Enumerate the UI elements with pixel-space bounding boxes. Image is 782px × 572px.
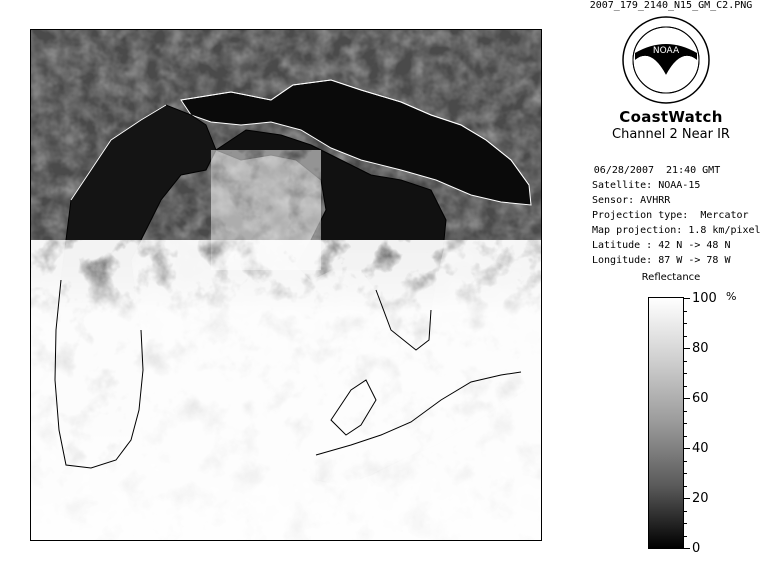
colorbar-minor-tick [684,361,687,362]
satellite-label: Satellite: NOAA-15 [592,180,701,191]
colorbar-minor-tick [684,411,687,412]
colorbar-minor-tick [684,436,687,437]
colorbar-minor-tick [684,473,687,474]
colorbar-tick-label: 0 [692,541,701,556]
colorbar-minor-tick [684,336,687,337]
colorbar-major-tick [684,348,690,349]
colorbar-major-tick [684,398,690,399]
legend-unit: % [726,290,737,303]
brand-title: CoastWatch [619,108,723,126]
colorbar-minor-tick [684,373,687,374]
colorbar-minor-tick [684,511,687,512]
colorbar-minor-tick [684,423,687,424]
colorbar-tick-label: 60 [692,391,709,406]
colorbar-major-tick [684,548,690,549]
colorbar-tick-label: 80 [692,341,709,356]
latitude-label: Latitude : 42 N -> 48 N [592,240,731,251]
colorbar-tick-label: 40 [692,441,709,456]
metadata-block [592,163,761,268]
image-filename: 2007_179_2140_N15_GM_C2.PNG [589,0,753,11]
colorbar-minor-tick [684,536,687,537]
legend-title: Reflectance [641,272,701,283]
colorbar-tick-label: 100 [692,291,717,306]
noaa-emblem-icon [621,15,711,105]
projection-type-label: Projection type: Mercator [592,210,749,221]
colorbar-minor-tick [684,323,687,324]
reflectance-colorbar [648,297,684,549]
info-panel [560,0,782,572]
colorbar-tick-label: 20 [692,491,709,506]
channel-label: Channel 2 Near IR [612,127,730,142]
acquisition-datetime: 06/28/2007 21:40 GMT [593,165,721,176]
longitude-label: Longitude: 87 W -> 78 W [592,255,731,266]
colorbar-minor-tick [684,461,687,462]
colorbar-major-tick [684,448,690,449]
map-projection-label: Map projection: 1.8 km/pixel [592,225,761,236]
logo-text: NOAA [652,46,680,56]
map-canvas [31,30,541,540]
sensor-label: Sensor: AVHRR [592,195,671,206]
satellite-image-map[interactable] [30,29,542,541]
colorbar-major-tick [684,298,690,299]
colorbar-minor-tick [684,311,687,312]
colorbar-minor-tick [684,523,687,524]
colorbar-minor-tick [684,386,687,387]
colorbar-minor-tick [684,486,687,487]
colorbar-major-tick [684,498,690,499]
